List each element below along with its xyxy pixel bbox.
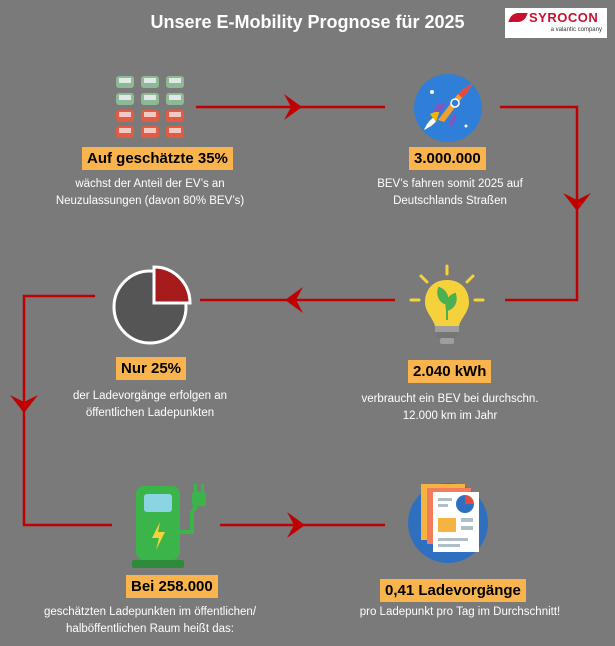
pie-chart-icon <box>110 263 194 347</box>
step-3-highlight: 2.040 kWh <box>408 360 491 383</box>
step-5-description <box>30 604 270 638</box>
report-document-icon <box>405 478 491 564</box>
charging-station-icon <box>132 482 214 572</box>
company-logo <box>505 8 607 38</box>
step-1-description <box>40 176 260 210</box>
cars-grid-icon <box>112 74 188 140</box>
step-4-description <box>40 388 260 422</box>
rocket-icon <box>410 72 486 144</box>
step-5-line-2: halböffentlichen Raum heißt das: <box>66 623 234 635</box>
step-5-highlight: Bei 258.000 <box>126 575 218 598</box>
logo-brand: SYROCON <box>529 10 599 25</box>
step-2-line-2: Deutschlands Straßen <box>393 195 507 207</box>
step-4-highlight: Nur 25% <box>116 357 186 380</box>
step-1-line-1: wächst der Anteil der EV’s an <box>75 178 225 190</box>
step-5-line-1: geschätzten Ladepunkten im öffentlichen/ <box>43 606 257 618</box>
page-title: Unsere E-Mobility Prognose für 2025 <box>150 12 465 32</box>
step-2-highlight: 3.000.000 <box>409 147 486 170</box>
step-1-line-2: Neuzulassungen (davon 80% BEV’s) <box>55 195 245 207</box>
step-4-line-1: der Ladevorgänge erfolgen an <box>72 390 228 402</box>
step-1-highlight: Auf geschätzte 35% <box>82 147 233 170</box>
step-3-line-1: verbraucht ein BEV bei durchschn. <box>361 393 539 405</box>
step-6-highlight: 0,41 Ladevorgänge <box>380 579 526 602</box>
step-4-line-2: öffentlichen Ladepunkten <box>85 407 215 419</box>
step-3-description <box>340 391 560 425</box>
lightbulb-leaf-icon <box>407 264 487 356</box>
step-6-description <box>330 604 590 621</box>
step-2-description <box>340 176 560 210</box>
step-6-line-1: pro Ladepunkt pro Tag im Durchschnitt! <box>359 606 561 618</box>
logo-mark-icon <box>508 13 527 22</box>
step-3-line-2: 12.000 km im Jahr <box>402 410 498 422</box>
step-2-line-1: BEV’s fahren somit 2025 auf <box>377 178 523 190</box>
logo-tagline: a valantic company <box>550 27 602 33</box>
